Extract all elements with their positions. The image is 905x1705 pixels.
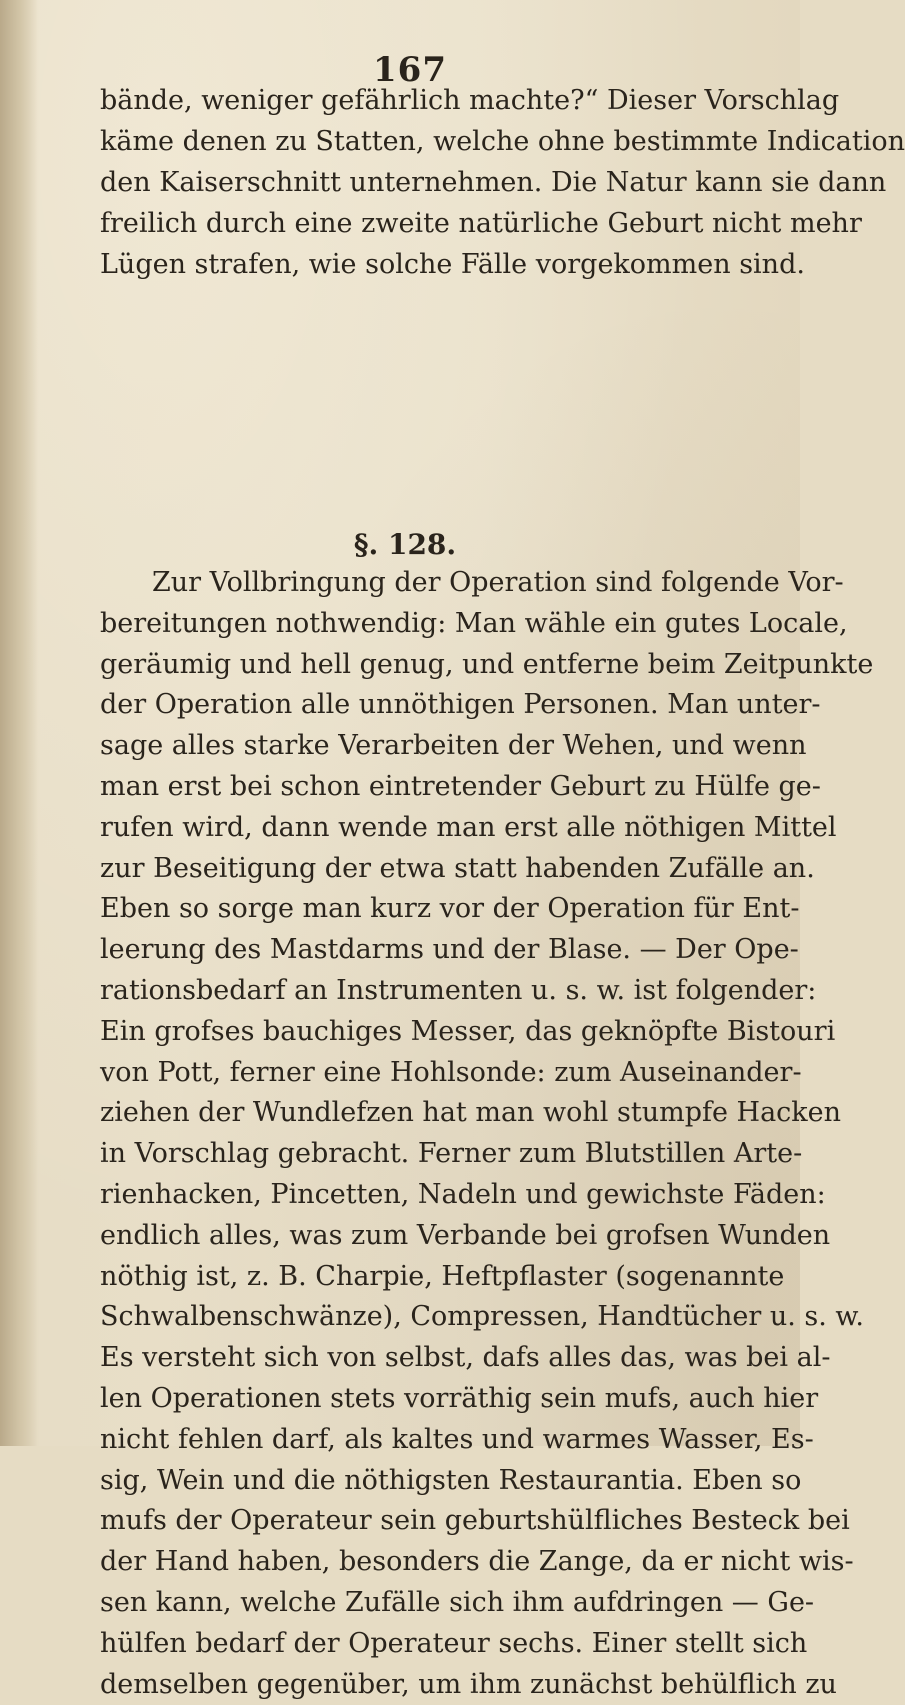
- page-edge-shadow: [0, 0, 38, 1446]
- text-line: sig, Wein und die nöthigsten Restaurantia. Eben so: [100, 1464, 802, 1496]
- text-line: den Kaiserschnitt unternehmen. Die Natur kann sie dann: [100, 167, 887, 198]
- text-line: hülfen bedarf der Operateur sechs. Einer stellt sich: [100, 1627, 808, 1659]
- text-line: Lügen strafen, wie solche Fälle vorgekommen sind.: [100, 249, 805, 280]
- text-line: nicht fehlen darf, als kaltes und warmes Wasser, Es-: [100, 1423, 814, 1455]
- text-line: rationsbedarf an Instrumenten u. s. w. ist folgender:: [100, 974, 817, 1006]
- text-line: Es versteht sich von selbst, dafs alles das, was bei al-: [100, 1342, 831, 1374]
- section-heading: §. 128.: [353, 528, 457, 561]
- text-line: rienhacken, Pincetten, Nadeln und gewichste Fäden:: [100, 1178, 826, 1210]
- text-line: mufs der Operateur sein geburtshülfliches Besteck bei: [100, 1505, 850, 1537]
- text-line: demselben gegenüber, um ihm zunächst behülflich zu: [100, 1668, 837, 1700]
- paragraph-2: [100, 563, 874, 1705]
- paragraph-1: [100, 80, 905, 285]
- text-line: zur Beseitigung der etwa statt habenden Zufälle an.: [100, 852, 815, 884]
- text-line: man erst bei schon eintretender Geburt zu Hülfe ge-: [100, 770, 821, 802]
- text-line: leerung des Mastdarms und der Blase. — Der Ope-: [100, 934, 799, 966]
- text-line: len Operationen stets vorräthig sein mufs, auch hier: [100, 1382, 819, 1414]
- text-line: sen kann, welche Zufälle sich ihm aufdringen — Ge-: [100, 1586, 815, 1618]
- text-line: der Hand haben, besonders die Zange, da er nicht wis-: [100, 1546, 854, 1578]
- text-line: käme denen zu Statten, welche ohne bestimmte Indication: [100, 126, 905, 157]
- text-line: ziehen der Wundlefzen hat man wohl stumpfe Hacken: [100, 1097, 842, 1129]
- text-line: Zur Vollbringung der Operation sind folgende Vor-: [152, 567, 844, 598]
- text-line: sage alles starke Verarbeiten der Wehen, und wenn: [100, 730, 807, 762]
- text-line: der Operation alle unnöthigen Personen. Man unter-: [100, 689, 821, 721]
- text-line: in Vorschlag gebracht. Ferner zum Blutstillen Arte-: [100, 1138, 803, 1170]
- text-line: nöthig ist, z. B. Charpie, Heftpflaster (sogenannte: [100, 1260, 785, 1292]
- text-line: endlich alles, was zum Verbande bei grofsen Wunden: [100, 1219, 831, 1251]
- text-line: geräumig und hell genug, und entferne beim Zeitpunkte: [100, 648, 874, 680]
- text-line: Schwalbenschwänze), Compressen, Handtücher u. s. w.: [100, 1301, 864, 1333]
- text-line: Ein grofses bauchiges Messer, das geknöpfte Bistouri: [100, 1015, 836, 1047]
- text-line: bände, weniger gefährlich machte?“ Dieser Vorschlag: [100, 85, 840, 116]
- text-line: freilich durch eine zweite natürliche Geburt nicht mehr: [100, 208, 862, 239]
- text-line: von Pott, ferner eine Hohlsonde: zum Auseinander-: [100, 1056, 802, 1088]
- text-line: Eben so sorge man kurz vor der Operation für Ent-: [100, 893, 800, 925]
- text-line: rufen wird, dann wende man erst alle nöthigen Mittel: [100, 811, 837, 843]
- text-line: bereitungen nothwendig: Man wähle ein gutes Locale,: [100, 607, 848, 639]
- page-number: 167: [373, 50, 447, 90]
